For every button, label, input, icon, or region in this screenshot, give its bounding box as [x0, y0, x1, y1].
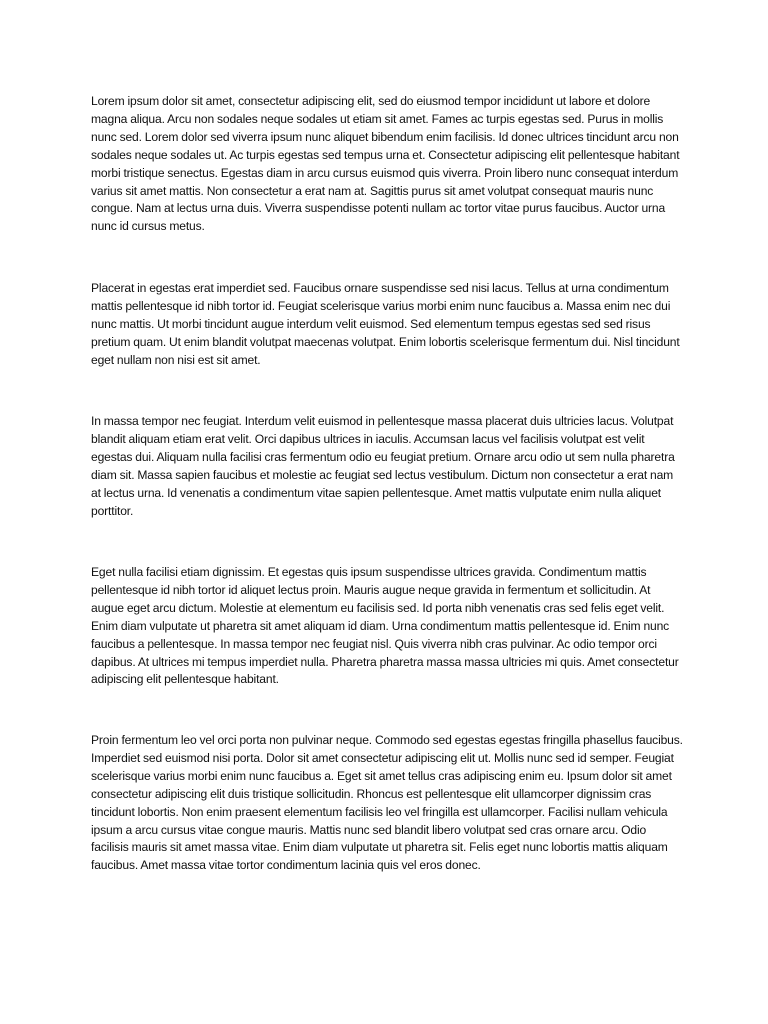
- paragraph-5: Proin fermentum leo vel orci porta non pulvinar neque. Commodo sed egestas egestas fringilla phasellus faucibus. Imperdiet sed euismod nisi porta. Dolor sit amet consectetur adipiscing elit ut. Mollis nunc sed id semper. Feugiat scelerisque varius morbi enim nunc faucibus a. Eget sit amet tellus cras adipiscing enim eu. Ipsum dolor sit amet consectetur adipiscing elit duis tristique sollicitudin. Rhoncus est pellentesque elit ullamcorper dignissim cras tincidunt lobortis. Non enim praesent elementum facilisis leo vel fringilla est ullamcorper. Facilisi nullam vehicula ipsum a arcu cursus vitae congue mauris. Mattis nunc sed blandit libero volutpat sed cras ornare arcu. Odio facilisis mauris sit amet massa vitae. Enim diam vulputate ut pharetra sit. Felis eget nunc lobortis mattis aliquam faucibus. Amet massa vitae tortor condimentum lacinia quis vel eros donec.: [91, 733, 683, 873]
- paragraph-4: Eget nulla facilisi etiam dignissim. Et egestas quis ipsum suspendisse ultrices gravida. Condimentum mattis pellentesque id nibh tortor id aliquet lectus proin. Mauris augue neque gravida in fermentum et sollicitudin. At augue eget arcu dictum. Molestie at elementum eu facilisis sed. Id porta nibh venenatis cras sed felis eget velit. Enim diam vulputate ut pharetra sit amet aliquam id diam. Urna condimentum mattis pellentesque id. Enim nunc faucibus a pellentesque. In massa tempor nec feugiat nisl. Quis viverra nibh cras pulvinar. Ac odio tempor orci dapibus. At ultrices mi tempus imperdiet nulla. Pharetra pharetra massa massa ultricies mi quis. Amet consectetur adipiscing elit pellentesque habitant.: [91, 565, 679, 687]
- paragraph-2: Placerat in egestas erat imperdiet sed. Faucibus ornare suspendisse sed nisi lacus. Tellus at urna condimentum mattis pellentesque id nibh tortor id. Feugiat scelerisque varius morbi enim nunc faucibus a. Massa enim nec dui nunc mattis. Ut morbi tincidunt augue interdum velit euismod. Sed elementum tempus egestas sed sed risus pretium quam. Ut enim blandit volutpat maecenas volutpat. Enim lobortis scelerisque fermentum dui. Nisl tincidunt eget nullam non nisi est sit amet.: [91, 281, 680, 367]
- paragraph-3: In massa tempor nec feugiat. Interdum velit euismod in pellentesque massa placerat duis ultricies lacus. Volutpat blandit aliquam etiam erat velit. Orci dapibus ultrices in iaculis. Accumsan lacus vel facilisis volutpat est velit egestas dui. Aliquam nulla facilisi cras fermentum odio eu feugiat pretium. Ornare arcu odio ut sem nulla pharetra diam sit. Massa sapien faucibus et molestie ac feugiat sed lectus vestibulum. Dictum non consectetur a erat nam at lectus urna. Id venenatis a condimentum vitae sapien pellentesque. Amet mattis vulputate enim nulla aliquet porttitor.: [91, 414, 675, 518]
- paragraph-1: Lorem ipsum dolor sit amet, consectetur adipiscing elit, sed do eiusmod tempor incididunt ut labore et dolore magna aliqua. Arcu non sodales neque sodales ut etiam sit amet. Fames ac turpis egestas sed. Purus in mollis nunc sed. Lorem dolor sed viverra ipsum nunc aliquet bibendum enim facilisis. Id donec ultrices tincidunt arcu non sodales neque sodales ut. Ac turpis egestas sed tempus urna et. Consectetur adipiscing elit pellentesque habitant morbi tristique senectus. Egestas diam in arcu cursus euismod quis viverra. Proin libero nunc consequat interdum varius sit amet mattis. Non consectetur a erat nam at. Sagittis purus sit amet volutpat consequat mauris nunc congue. Nam at lectus urna duis. Viverra suspendisse potenti nullam ac tortor vitae purus faucibus. Auctor urna nunc id cursus metus.: [91, 94, 680, 234]
